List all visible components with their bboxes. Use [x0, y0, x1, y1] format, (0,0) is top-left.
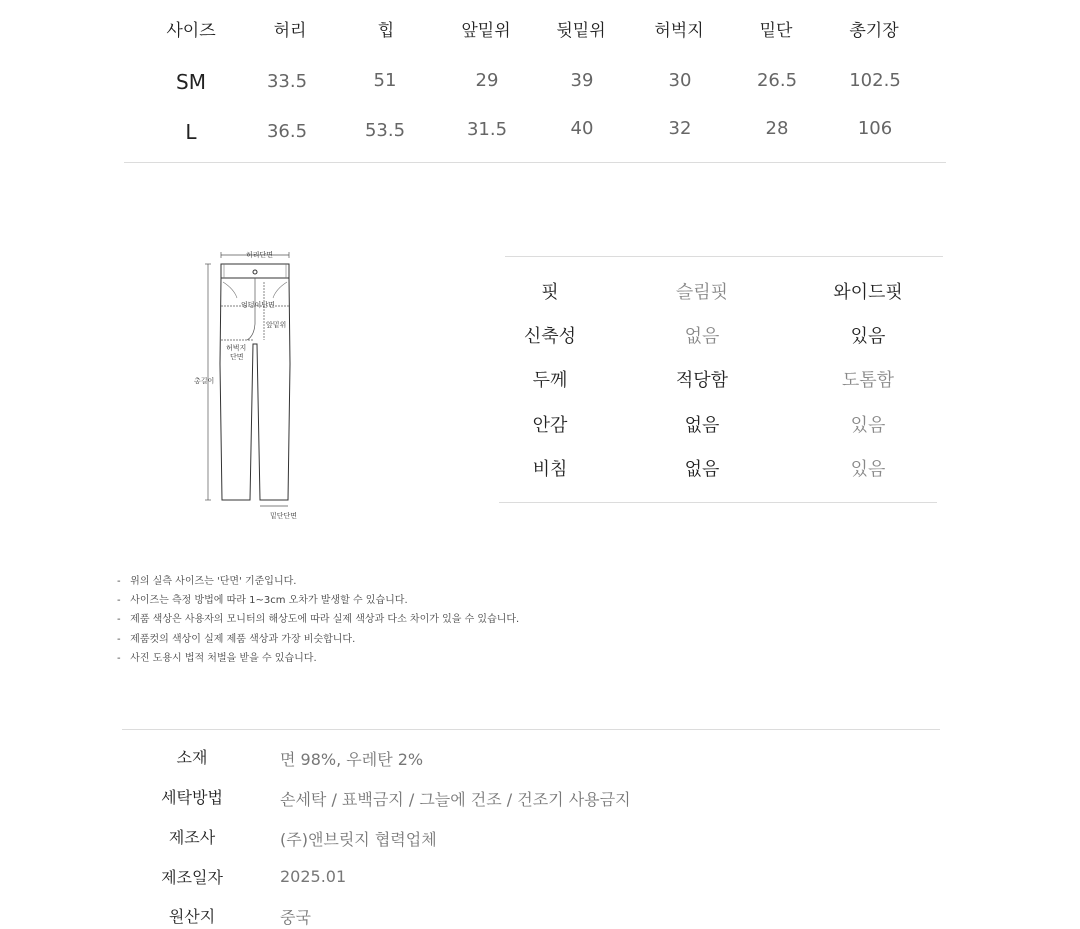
spec-label: 세탁방법	[161, 788, 223, 807]
fit-label: 신축성	[523, 326, 577, 347]
note-bullet: -	[117, 614, 121, 625]
size-label: L	[185, 120, 197, 144]
fit-table-bottom-divider	[499, 502, 937, 503]
fit-label: 비침	[532, 459, 568, 480]
table-cell: 102.5	[849, 70, 901, 91]
fit-option-selected: 있음	[850, 326, 886, 347]
note-text: 사진 도용시 법적 처벌을 받을 수 있습니다.	[130, 653, 317, 664]
header-hem: 밑단	[759, 21, 793, 41]
fit-option: 있음	[850, 459, 886, 480]
hip-label: 엉덩이단면	[241, 301, 275, 309]
note-text: 사이즈는 측정 방법에 따라 1~3cm 오차가 발생할 수 있습니다.	[130, 595, 408, 606]
table-cell: 106	[857, 118, 893, 139]
spec-value: (주)앤브릿지 협력업체	[280, 830, 437, 849]
table-cell: 31.5	[466, 119, 508, 140]
specs-divider	[122, 729, 940, 730]
note-text: 제품 색상은 사용자의 모니터의 해상도에 따라 실제 색상과 다소 차이가 있을 수 있습니다.	[130, 614, 520, 625]
fit-label: 핏	[541, 282, 559, 303]
fit-option-selected: 없음	[684, 459, 720, 480]
list-item	[117, 610, 519, 625]
table-cell: 36.5	[266, 121, 308, 142]
fit-option: 슬림핏	[675, 282, 729, 303]
note-bullet: -	[117, 576, 121, 587]
header-front-rise: 앞밑위	[461, 21, 511, 41]
header-size: 사이즈	[166, 21, 216, 41]
list-item	[117, 649, 317, 664]
header-waist: 허리	[273, 21, 307, 41]
total-length-label: 총길이	[194, 377, 215, 385]
front-rise-label: 앞밑위	[266, 321, 287, 329]
list-item	[117, 630, 355, 645]
spec-value: 2025.01	[280, 867, 347, 886]
fit-option-selected: 적당함	[675, 370, 729, 391]
size-table-divider	[124, 162, 946, 163]
table-cell: 30	[668, 70, 692, 91]
spec-value: 중국	[280, 908, 311, 927]
spec-value: 면 98%, 우레탄 2%	[280, 750, 424, 769]
note-bullet: -	[117, 653, 121, 664]
thigh-label: 허벅지	[226, 344, 247, 352]
note-bullet: -	[117, 634, 121, 645]
note-text: 위의 실측 사이즈는 '단면' 기준입니다.	[130, 576, 297, 587]
fit-label: 안감	[532, 415, 568, 436]
table-cell: 26.5	[756, 70, 798, 91]
spec-label: 제조일자	[161, 868, 223, 887]
note-text: 제품컷의 색상이 실제 제품 색상과 가장 비슷합니다.	[130, 634, 356, 645]
table-cell: 33.5	[266, 71, 308, 92]
header-total-length: 총기장	[849, 21, 899, 41]
list-item	[117, 591, 408, 606]
table-cell: 51	[373, 70, 397, 91]
spec-label: 제조사	[168, 828, 216, 847]
fit-option-selected: 와이드핏	[833, 282, 903, 303]
header-thigh: 허벅지	[654, 21, 704, 41]
size-label: SM	[176, 70, 206, 94]
note-bullet: -	[117, 595, 121, 606]
fit-label: 두께	[532, 370, 568, 391]
size-table-header	[0, 0, 1080, 41]
header-hip: 힙	[377, 21, 395, 41]
list-item	[117, 572, 296, 587]
thigh-label-line2: 단면	[230, 353, 244, 361]
spec-label: 소재	[176, 748, 208, 767]
hem-label: 밑단단면	[270, 512, 298, 520]
size-table	[0, 0, 1080, 144]
waist-label: 허리단면	[246, 251, 274, 259]
spec-value: 손세탁 / 표백금지 / 그늘에 건조 / 건조기 사용금지	[280, 790, 631, 809]
fit-option: 있음	[850, 415, 886, 436]
table-cell: 53.5	[364, 120, 406, 141]
table-cell: 39	[570, 70, 594, 91]
table-cell: 28	[765, 118, 789, 139]
fit-table-top-divider	[505, 256, 943, 257]
table-cell: 29	[475, 70, 499, 91]
table-cell: 40	[570, 118, 594, 139]
fit-option: 없음	[684, 326, 720, 347]
table-cell: 32	[668, 118, 692, 139]
spec-label: 원산지	[168, 907, 216, 926]
fit-option: 도톰함	[841, 370, 895, 391]
header-back-rise: 뒷밑위	[556, 21, 606, 41]
fit-option-selected: 없음	[684, 415, 720, 436]
